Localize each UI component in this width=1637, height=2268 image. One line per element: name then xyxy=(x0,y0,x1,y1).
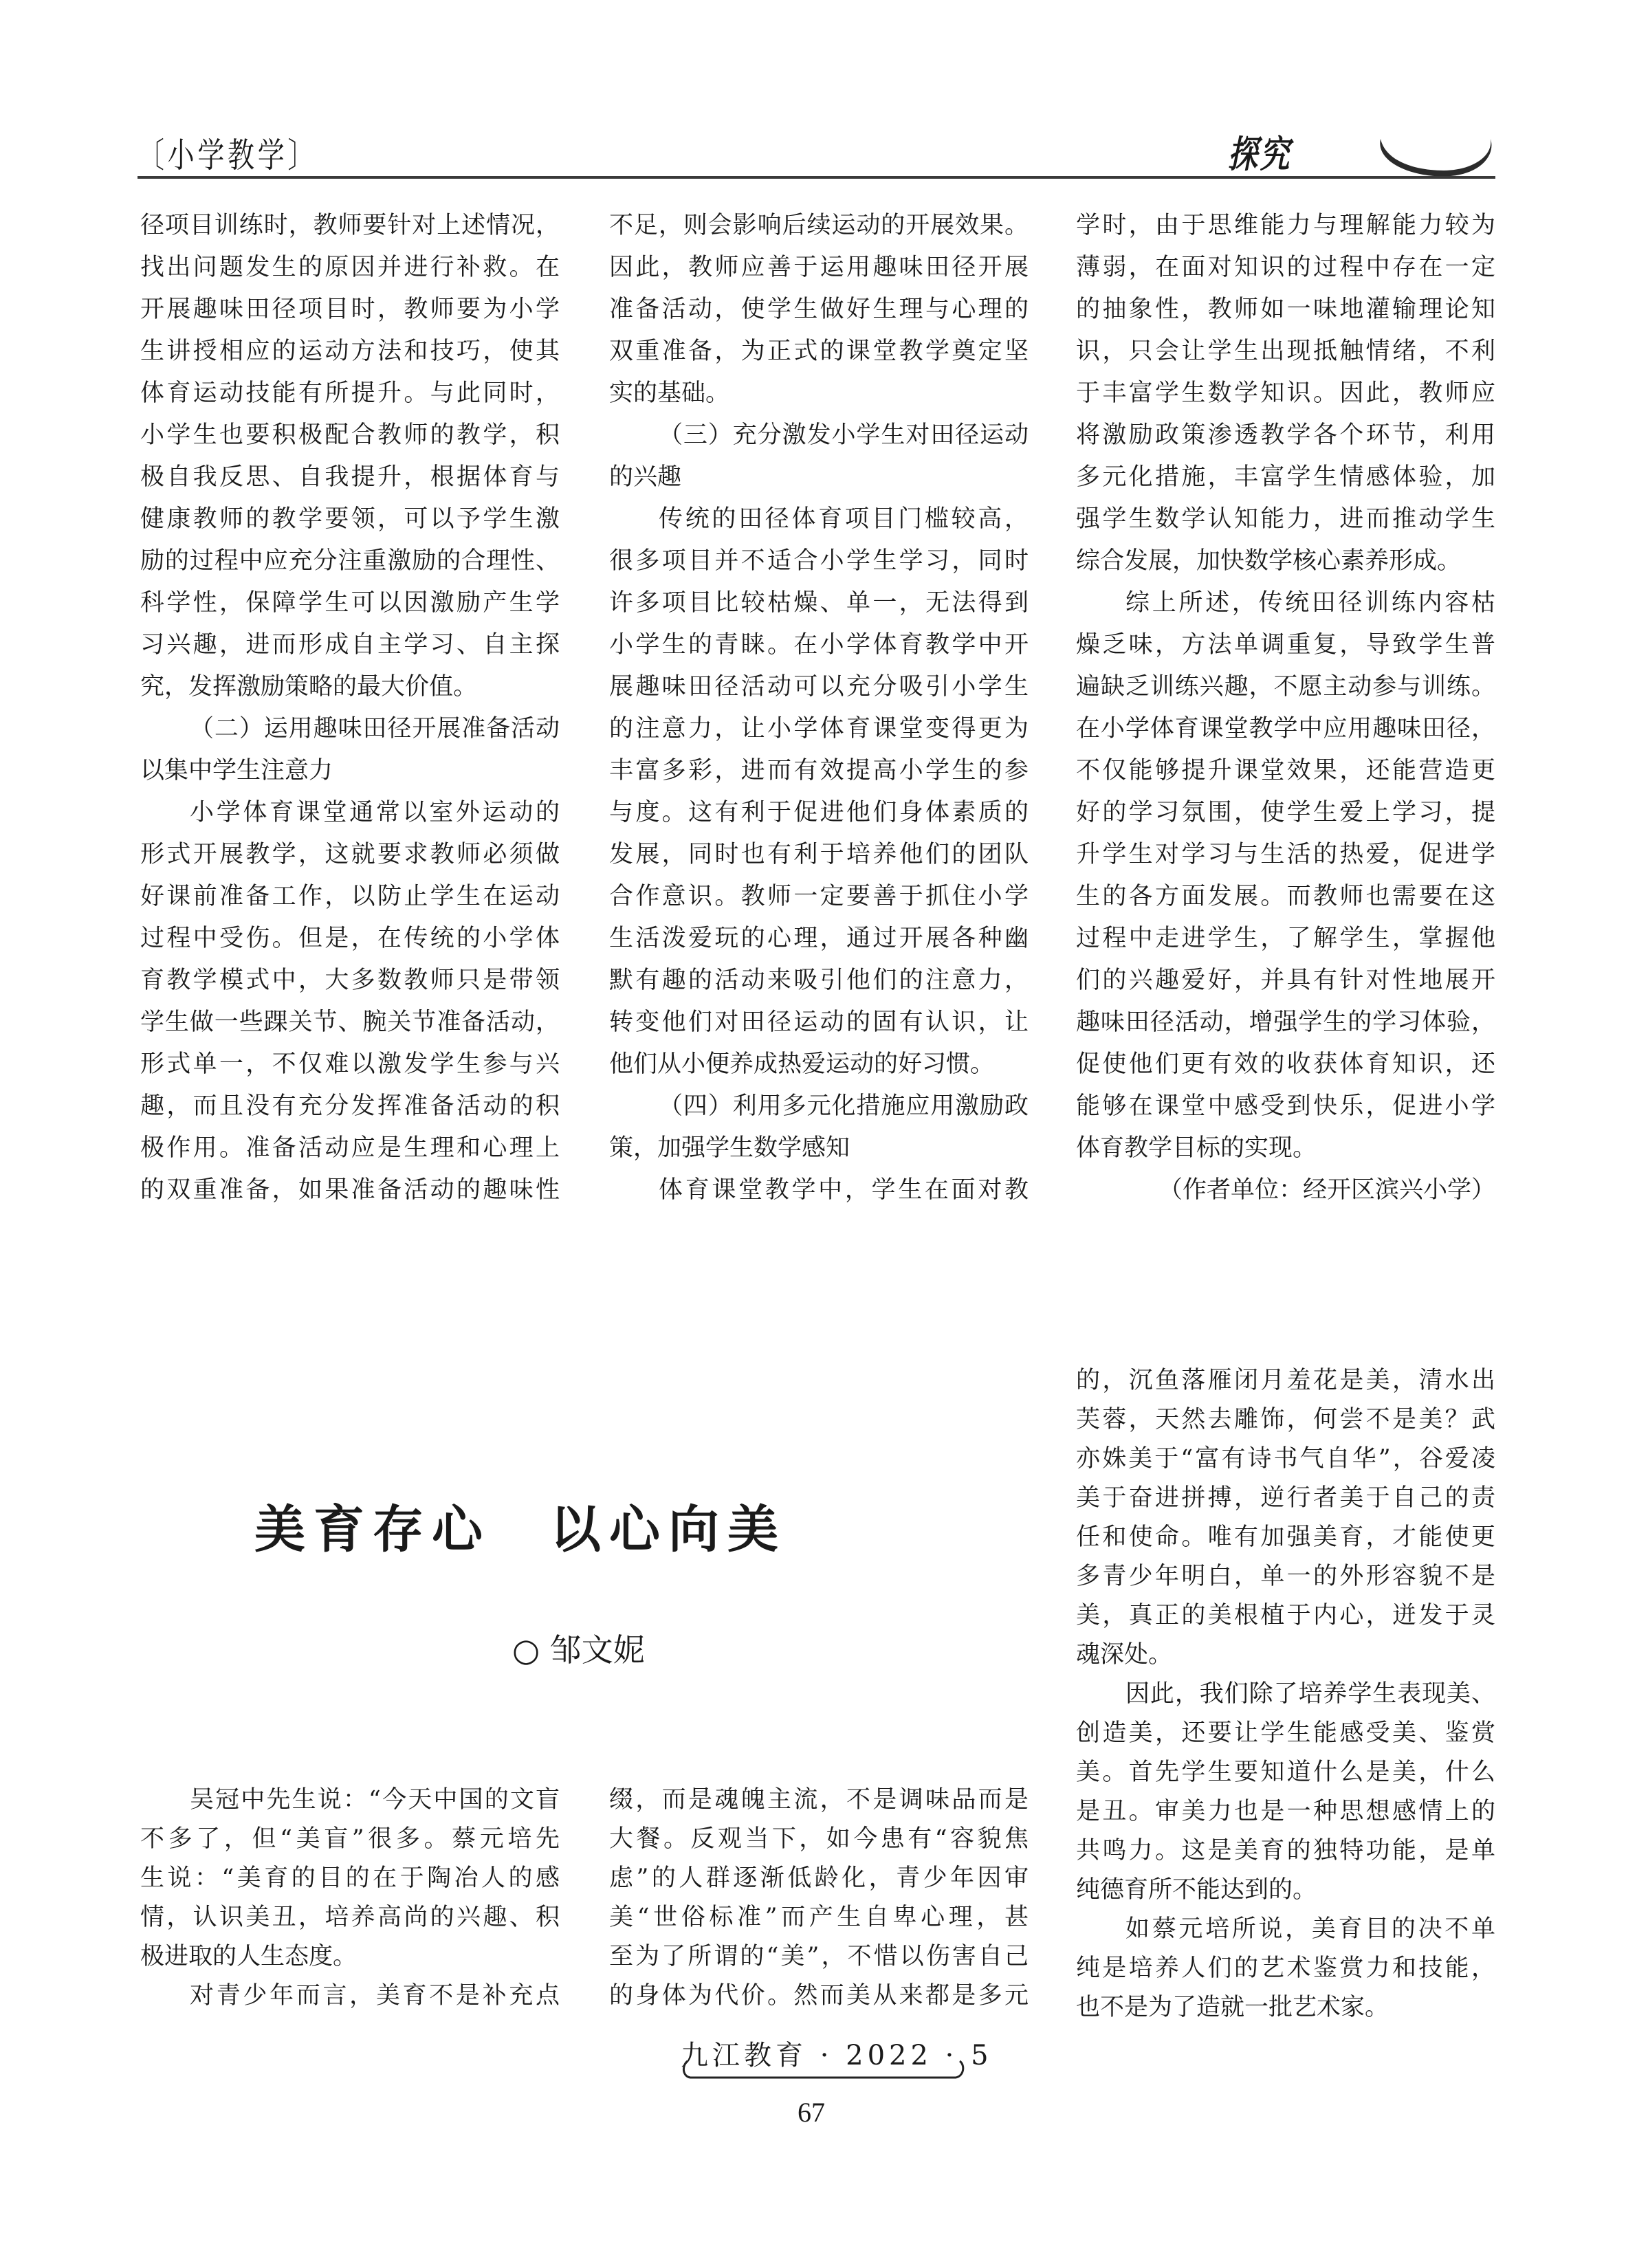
journal-footer: 九江教育 · 2022 · 5 xyxy=(681,2040,993,2071)
text-line: 传统的田径体育项目门槛较高， xyxy=(659,505,1029,533)
text-line: 纯德育所不能达到的。 xyxy=(1076,1876,1317,1904)
text-line: 能够在课堂中感受到快乐，促进小学 xyxy=(1076,1092,1495,1120)
text-line: 小学生的青睐。在小学体育教学中开 xyxy=(609,631,1029,659)
text-line: 发展，同时也有利于培养他们的团队 xyxy=(609,841,1029,868)
text-line: 识，只会让学生出现抵触情绪，不利 xyxy=(1076,338,1495,365)
text-line: 生活泼爱玩的心理，通过开展各种幽 xyxy=(609,925,1029,952)
text-line: 形式开展教学，这就要求教师必须做 xyxy=(140,841,560,868)
text-line: 学时，由于思维能力与理解能力较为 xyxy=(1076,212,1495,239)
text-line: 如蔡元培所说，美育目的决不单 xyxy=(1125,1915,1495,1943)
text-line: 的抽象性，教师如一味地灌输理论知 xyxy=(1076,296,1495,323)
text-line: 在小学体育课堂教学中应用趣味田径， xyxy=(1076,715,1495,742)
text-line: 策，加强学生数学感知 xyxy=(609,1134,850,1162)
text-line: （四）利用多元化措施应用激励政 xyxy=(659,1092,1029,1120)
text-line: 不仅能够提升课堂效果，还能营造更 xyxy=(1076,757,1495,784)
text-line: 丰富多彩，进而有效提高小学生的参 xyxy=(609,757,1029,784)
text-line: 吴冠中先生说：“今天中国的文盲 xyxy=(190,1786,560,1814)
text-line: 开展趣味田径项目时，教师要为小学 xyxy=(140,296,560,323)
category-label: 探究 xyxy=(1228,132,1292,176)
text-line: 他们从小便养成热爱运动的好习惯。 xyxy=(609,1050,995,1078)
text-line: 纯是培养人们的艺术鉴赏力和技能， xyxy=(1076,1955,1495,1982)
text-line: 实的基础。 xyxy=(609,379,730,407)
text-line: 虑”的人群逐渐低龄化，青少年因审 xyxy=(609,1864,1029,1892)
text-line: 的注意力，让小学体育课堂变得更为 xyxy=(609,715,1029,742)
article-title: 美育存心 以心向美 xyxy=(254,1500,787,1559)
text-line: 极自我反思、自我提升，根据体育与 xyxy=(140,463,560,491)
text-line: 不多了，但“美盲”很多。蔡元培先 xyxy=(140,1825,560,1853)
text-line: （二）运用趣味田径开展准备活动 xyxy=(190,715,560,742)
text-line: 不足，则会影响后续运动的开展效果。 xyxy=(609,212,1029,239)
text-line: 极进取的人生态度。 xyxy=(140,1943,358,1970)
text-line: 体育教学目标的实现。 xyxy=(1076,1134,1317,1162)
text-line: 默有趣的活动来吸引他们的注意力， xyxy=(609,967,1029,994)
article-column-2 xyxy=(609,1781,1029,2016)
text-line: 亦姝美于“富有诗书气自华”，谷爱凌 xyxy=(1076,1445,1495,1473)
text-line: 学生做一些踝关节、腕关节准备活动， xyxy=(140,1009,560,1036)
footer-bracket-decoration xyxy=(681,2056,966,2083)
text-line: 找出问题发生的原因并进行补救。在 xyxy=(140,254,560,281)
text-line: 多青少年明白，单一的外形容貌不是 xyxy=(1076,1563,1495,1590)
text-line: 小学体育课堂通常以室外运动的 xyxy=(190,799,560,826)
text-line: 燥乏味，方法单调重复，导致学生普 xyxy=(1076,631,1495,659)
text-line: 对青少年而言，美育不是补充点 xyxy=(190,1982,560,2010)
text-line: 创造美，还要让学生能感受美、鉴赏 xyxy=(1076,1719,1495,1747)
text-line: 形式单一，不仅难以激发学生参与兴 xyxy=(140,1050,560,1078)
text-line: 的身体为代价。然而美从来都是多元 xyxy=(609,1982,1029,2010)
article-column-3 xyxy=(1076,1361,1495,2027)
text-line: 生讲授相应的运动方法和技巧，使其 xyxy=(140,338,560,365)
text-line: 究，发挥激励策略的最大价值。 xyxy=(140,673,478,701)
text-line: 的，沉鱼落雁闭月羞花是美，清水出 xyxy=(1076,1367,1495,1394)
text-line: 促使他们更有效的收获体育知识，还 xyxy=(1076,1050,1495,1078)
text-line: 趣味田径活动，增强学生的学习体验， xyxy=(1076,1009,1495,1036)
text-line: 大餐。反观当下，如今患有“容貌焦 xyxy=(609,1825,1029,1853)
text-line: 升学生对学习与生活的热爱，促进学 xyxy=(1076,841,1495,868)
text-line: 过程中受伤。但是，在传统的小学体 xyxy=(140,925,560,952)
text-line: 因此，我们除了培养学生表现美、 xyxy=(1125,1680,1495,1708)
text-line: 综合发展，加快数学核心素养形成。 xyxy=(1076,547,1462,575)
text-line: 习兴趣，进而形成自主学习、自主探 xyxy=(140,631,560,659)
text-line: 许多项目比较枯燥、单一，无法得到 xyxy=(609,589,1029,617)
previous-article-column-3 xyxy=(1076,205,1495,1211)
text-line: 美，真正的美根植于内心，迸发于灵 xyxy=(1076,1602,1495,1629)
page-number: 67 xyxy=(798,2097,825,2128)
text-line: 们的兴趣爱好，并具有针对性地展开 xyxy=(1076,967,1495,994)
text-line: 健康教师的教学要领，可以予学生激 xyxy=(140,505,560,533)
text-line: 小学生也要积极配合教师的教学，积 xyxy=(140,421,560,449)
text-line: 综上所述，传统田径训练内容枯 xyxy=(1125,589,1495,617)
text-line: （作者单位：经开区滨兴小学） xyxy=(1158,1176,1495,1204)
text-line: 于丰富学生数学知识。因此，教师应 xyxy=(1076,379,1495,407)
previous-article-column-2 xyxy=(609,205,1029,1211)
header-rule xyxy=(138,176,1495,179)
text-line: 的兴趣 xyxy=(609,463,682,491)
text-line: 育教学模式中，大多数教师只是带领 xyxy=(140,967,560,994)
text-line: 缀，而是魂魄主流，不是调味品而是 xyxy=(609,1786,1029,1814)
text-line: 生的各方面发展。而教师也需要在这 xyxy=(1076,883,1495,910)
text-line: 体育课堂教学中，学生在面对教 xyxy=(659,1176,1029,1204)
text-line: 魂深处。 xyxy=(1076,1641,1173,1669)
text-line: 也不是为了造就一批艺术家。 xyxy=(1076,1994,1389,2021)
text-line: 美“世俗标准”而产生自卑心理，甚 xyxy=(609,1904,1029,1931)
previous-article-column-1 xyxy=(140,205,560,1211)
text-line: 多元化措施，丰富学生情感体验，加 xyxy=(1076,463,1495,491)
text-line: 准备活动，使学生做好生理与心理的 xyxy=(609,296,1029,323)
text-line: 极作用。准备活动应是生理和心理上 xyxy=(140,1134,560,1162)
text-line: 很多项目并不适合小学生学习，同时 xyxy=(609,547,1029,575)
text-line: 双重准备，为正式的课堂教学奠定坚 xyxy=(609,338,1029,365)
text-line: 励的过程中应充分注重激励的合理性、 xyxy=(140,547,560,575)
section-label: 〔小学教学〕 xyxy=(138,135,318,175)
text-line: 过程中走进学生，了解学生，掌握他 xyxy=(1076,925,1495,952)
text-line: 好课前准备工作，以防止学生在运动 xyxy=(140,883,560,910)
text-line: 是丑。审美力也是一种思想感情上的 xyxy=(1076,1798,1495,1825)
article-column-1 xyxy=(140,1781,560,2016)
crescent-swoosh-icon xyxy=(1375,136,1496,179)
text-line: 转变他们对田径运动的固有认识，让 xyxy=(609,1009,1029,1036)
text-line: 科学性，保障学生可以因激励产生学 xyxy=(140,589,560,617)
text-line: 的双重准备，如果准备活动的趣味性 xyxy=(140,1176,560,1204)
text-line: 以集中学生注意力 xyxy=(140,757,333,784)
text-line: 合作意识。教师一定要善于抓住小学 xyxy=(609,883,1029,910)
text-line: 体育运动技能有所提升。与此同时， xyxy=(140,379,560,407)
text-line: 共鸣力。这是美育的独特功能，是单 xyxy=(1076,1837,1495,1864)
text-line: 情，认识美丑，培养高尚的兴趣、积 xyxy=(140,1904,560,1931)
text-line: 美于奋进拼搏，逆行者美于自己的责 xyxy=(1076,1484,1495,1512)
text-line: 趣，而且没有充分发挥准备活动的积 xyxy=(140,1092,560,1120)
text-line: 芙蓉，天然去雕饰，何尝不是美？武 xyxy=(1076,1406,1495,1433)
text-line: 薄弱，在面对知识的过程中存在一定 xyxy=(1076,254,1495,281)
text-line: 好的学习氛围，使学生爱上学习，提 xyxy=(1076,799,1495,826)
text-line: 美。首先学生要知道什么是美，什么 xyxy=(1076,1759,1495,1786)
text-line: 强学生数学认知能力，进而推动学生 xyxy=(1076,505,1495,533)
text-line: 任和使命。唯有加强美育，才能使更 xyxy=(1076,1523,1495,1551)
text-line: 生说：“美育的目的在于陶冶人的感 xyxy=(140,1864,560,1892)
article-author: ○ 邹文妮 xyxy=(512,1631,645,1669)
text-line: 遍缺乏训练兴趣，不愿主动参与训练。 xyxy=(1076,673,1495,701)
text-line: 展趣味田径活动可以充分吸引小学生 xyxy=(609,673,1029,701)
text-line: 与度。这有利于促进他们身体素质的 xyxy=(609,799,1029,826)
text-line: 将激励政策渗透教学各个环节，利用 xyxy=(1076,421,1495,449)
text-line: 因此，教师应善于运用趣味田径开展 xyxy=(609,254,1029,281)
text-line: 至为了所谓的“美”，不惜以伤害自己 xyxy=(609,1943,1029,1970)
text-line: （三）充分激发小学生对田径运动 xyxy=(659,421,1029,449)
text-line: 径项目训练时，教师要针对上述情况， xyxy=(140,212,560,239)
